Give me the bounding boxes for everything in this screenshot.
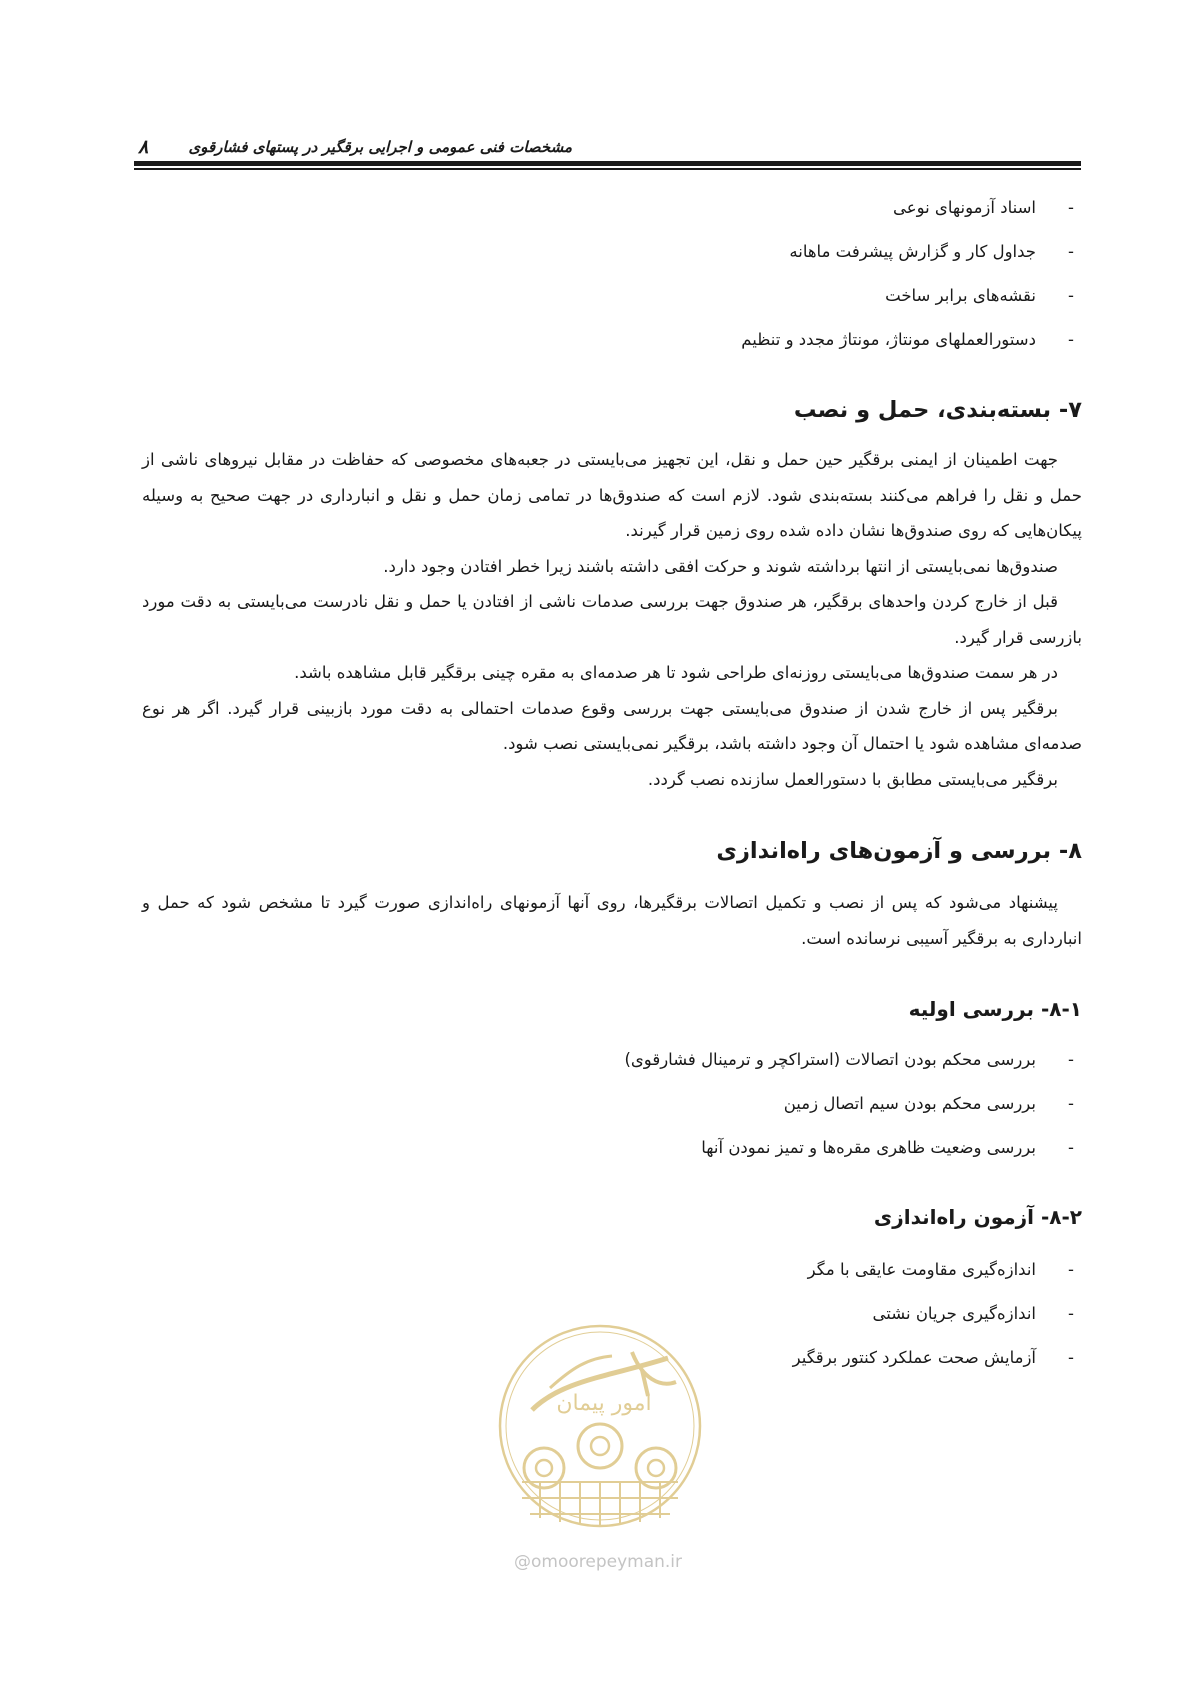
initial-checks-list xyxy=(142,1038,1082,1170)
list-item xyxy=(142,186,1082,230)
section-8-heading: ۸- بررسی و آزمون‌های راه‌اندازی xyxy=(716,838,1082,864)
list-item xyxy=(142,274,1082,318)
list-dash: - xyxy=(1068,1304,1074,1323)
section-7-paragraph: در هر سمت صندوق‌ها می‌بایستی روزنه‌ای طراحی شود تا هر صدمه‌ای به مقره چینی برقگیر قابل مشاهده باشد. xyxy=(294,663,1058,682)
section-8-paragraph: پیشنهاد می‌شود که پس از نصب و تکمیل اتصالات برقگیرها، روی آنها آزمونهای راه‌اندازی صورت گیرد تا مشخص شود که حمل و انبارداری به برقگیر آسیبی نرسانده است. xyxy=(142,893,1082,948)
list-dash: - xyxy=(1068,198,1074,217)
list-item-text: اندازه‌گیری مقاومت عایقی با مگر xyxy=(807,1260,1036,1279)
list-item-text: اسناد آزمونهای نوعی xyxy=(892,198,1036,217)
list-item-text: جداول کار و گزارش پیشرفت ماهانه xyxy=(789,242,1036,261)
list-dash: - xyxy=(1068,242,1074,261)
list-item-text: بررسی محکم بودن اتصالات (استراکچر و ترمینال فشارقوی) xyxy=(624,1050,1036,1069)
list-item xyxy=(142,1248,1082,1292)
section-7-paragraph: برقگیر پس از خارج شدن از صندوق می‌بایستی جهت بررسی وقوع صدمات احتمالی به دقت مورد بازبینی قرار گیرد. اگر هر نوع صدمه‌ای مشاهده شود یا احتمال آن وجود داشته باشد، برقگیر نمی‌بایستی نصب شود. xyxy=(142,698,1082,753)
documents-list xyxy=(142,186,1082,362)
list-dash: - xyxy=(1068,286,1074,305)
list-item-text: بررسی وضعیت ظاهری مقره‌ها و تمیز نمودن آنها xyxy=(701,1138,1036,1157)
section-8-1-heading: ۸-۱- بررسی اولیه xyxy=(908,997,1082,1021)
list-item xyxy=(142,230,1082,274)
watermark-logo-text: امور پیمان xyxy=(556,1391,652,1416)
list-dash: - xyxy=(1068,1348,1074,1367)
list-item xyxy=(142,1038,1082,1082)
section-7-heading: ۷- بسته‌بندی، حمل و نصب xyxy=(793,397,1082,423)
list-item xyxy=(142,1082,1082,1126)
section-7-paragraph: برقگیر می‌بایستی مطابق با دستورالعمل سازنده نصب گردد. xyxy=(647,769,1058,789)
list-item-text: آزمایش صحت عملکرد کنتور برقگیر xyxy=(792,1348,1036,1367)
header-rule-thin xyxy=(134,168,1081,170)
list-item xyxy=(142,1126,1082,1170)
list-item-text: دستورالعملهای مونتاژ، مونتاژ مجدد و تنظیم xyxy=(741,330,1036,349)
page-number: ۸ xyxy=(138,136,149,158)
list-dash: - xyxy=(1068,1050,1074,1069)
list-item-text: نقشه‌های برابر ساخت xyxy=(885,286,1036,305)
list-item-text: اندازه‌گیری جریان نشتی xyxy=(872,1304,1036,1323)
list-dash: - xyxy=(1068,330,1074,349)
list-dash: - xyxy=(1068,1138,1074,1157)
section-7-paragraph: قبل از خارج کردن واحدهای برقگیر، هر صندوق جهت بررسی صدمات ناشی از افتادن یا حمل و نقل نادرست می‌بایستی به دقت مورد بازرسی قرار گیرد. xyxy=(142,592,1082,647)
page-content xyxy=(142,186,1082,1380)
watermark-url: @omoorepeyman.ir xyxy=(513,1552,683,1572)
section-7-paragraph: صندوق‌ها نمی‌بایستی از انتها برداشته شوند و حرکت افقی داشته باشند زیرا خطر افتادن وجود دارد. xyxy=(383,556,1058,576)
watermark-emblem-icon xyxy=(500,1326,700,1526)
list-item xyxy=(142,318,1082,362)
watermark-logo xyxy=(492,1318,708,1534)
section-7-paragraph: جهت اطمینان از ایمنی برقگیر حین حمل و نقل، این تجهیز می‌بایستی در جعبه‌های مخصوصی که حفاظت در مقابل نیروهای ناشی از حمل و نقل را فراهم می‌کنند بسته‌بندی شود. لازم است که صندوق‌ها در تمامی زمان حمل و نقل و انبارداری در جهت صحیح به وسیله پیکان‌هایی که روی صندوق‌ها نشان داده شده روی زمین قرار گیرند. xyxy=(142,450,1082,540)
list-dash: - xyxy=(1068,1260,1074,1279)
list-item-text: بررسی محکم بودن سیم اتصال زمین xyxy=(783,1094,1036,1113)
running-title: مشخصات فنی عمومی و اجرایی برقگیر در پستهای فشارقوی xyxy=(188,138,572,156)
section-8-2-heading: ۸-۲- آزمون راه‌اندازی xyxy=(873,1205,1082,1229)
header-rule-thick xyxy=(134,161,1081,166)
list-dash: - xyxy=(1068,1094,1074,1113)
